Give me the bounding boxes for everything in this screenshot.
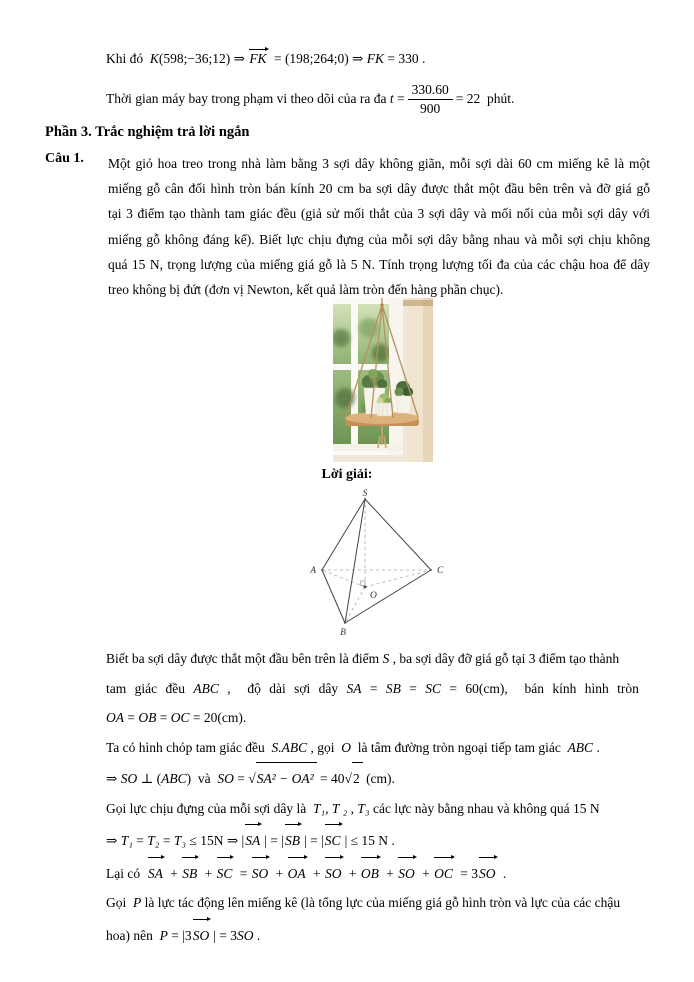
solution-line-10: hoa) nên P = |3SO | = 3SO . — [106, 918, 654, 951]
solution-heading: Lời giải: — [321, 467, 373, 482]
solution-line-6: Gọi lực chịu đựng của mỗi sợi dây là T₁, T ₂ , T₃ các lực này bằng nhau và không quá 15 N — [106, 800, 600, 816]
diagram-label-s: S — [362, 489, 368, 499]
solution-line-3: OA = OB = OC = 20(cm). — [106, 710, 247, 725]
photo-window-frame-right — [389, 298, 403, 455]
question-text — [108, 151, 650, 302]
solution-line-8: Lại có SA + SB + SC = SO + OA + SO + OB + SO + OC = 3SO . — [106, 856, 654, 889]
diagram-label-b: B — [340, 628, 346, 638]
diagram-point-o — [364, 586, 367, 589]
solution-line-2: tam giác đều ABC , độ dài sợi dây SA = SB = SC = 60(cm), bán kính hình tròn — [106, 680, 639, 696]
diagram-point-a — [321, 569, 323, 571]
photo-wall-edge — [423, 298, 433, 462]
solution-body — [106, 644, 654, 950]
formula-line-fk: Khi đó K(598;−36;12) ⇒ FK = (198;264;0) ⇒ FK = 330 . — [106, 48, 425, 67]
hanging-planter-photo — [333, 298, 433, 462]
diagram-label-o: O — [370, 591, 377, 601]
solution-line-4: Ta có hình chóp tam giác đều S.ABC , gọi O là tâm đường tròn ngoại tiếp tam giác ABC . — [106, 739, 600, 755]
question-text-line: quá 15 N, trọng lượng của miếng giá gỗ là 5 N. Tính trọng lượng tối đa của các chậu hoa để dây — [108, 256, 650, 272]
question-text-line: Một giỏ hoa treo trong nhà làm bằng 3 sợi dây không giãn, mỗi sợi dài 60 cm miếng kê là một — [108, 156, 650, 171]
photo-rope-knot — [380, 303, 383, 306]
solution-line-5: ⇒ SO ⊥ (ABC) và SO = √SA² − OA² = 40√2 (cm). — [106, 762, 654, 794]
question-text-line: treo không bị đứt (đơn vị Newton, kết quả làm tròn đến hàng phần chục). — [108, 282, 504, 298]
diagram-point-b — [344, 622, 346, 624]
section-heading: Phần 3. Trắc nghiệm trả lời ngắn — [45, 124, 250, 140]
diagram-right-angle-mark — [361, 581, 366, 586]
solution-line-9: Gọi P là lực tác động lên miếng kê (là tổng lực của miếng giá gỗ hình tròn và lực của các chậu — [106, 895, 621, 910]
formula-line-time: Thời gian máy bay trong phạm vi theo dõi của ra đa t = $\frac{330.60}{900}$ = 22 phút. — [106, 82, 515, 117]
solution-line-1: Biết ba sợi dây được thắt một đầu bên trên là điểm S , ba sợi dây đỡ giá gỗ tại 3 điểm tạo thành — [106, 651, 620, 666]
diagram-label-c: C — [437, 566, 444, 576]
pyramid-diagram — [294, 489, 466, 641]
solution-line-7: ⇒ T₁ = T₂ = T₃ ≤ 15N ⇒ |SA | = |SB | = |SC | ≤ 15 N . — [106, 823, 654, 856]
question-number: Câu 1. — [45, 151, 84, 166]
diagram-label-a: A — [310, 566, 316, 576]
question-text-line: miếng gỗ cân đối hình tròn bán kính 20 cm ba sợi dây được thắt một đầu bên trên và đỡ giá gỗ — [108, 181, 650, 197]
question-text-line: tại 3 điểm tạo thành tam giác đều (giả sử mối thắt của 3 sợi dây và mối nối của mỗi sợi dây với — [108, 206, 650, 222]
diagram-solid-edges — [322, 499, 431, 623]
question-text-line: miếng gỗ không đáng kể). Biết lực chịu đựng của mỗi sợi dây bằng nhau và mỗi sợi chịu không — [108, 231, 650, 247]
photo-windowsill — [333, 444, 403, 451]
diagram-point-c — [430, 569, 432, 571]
diagram-hidden-edges — [322, 499, 431, 623]
